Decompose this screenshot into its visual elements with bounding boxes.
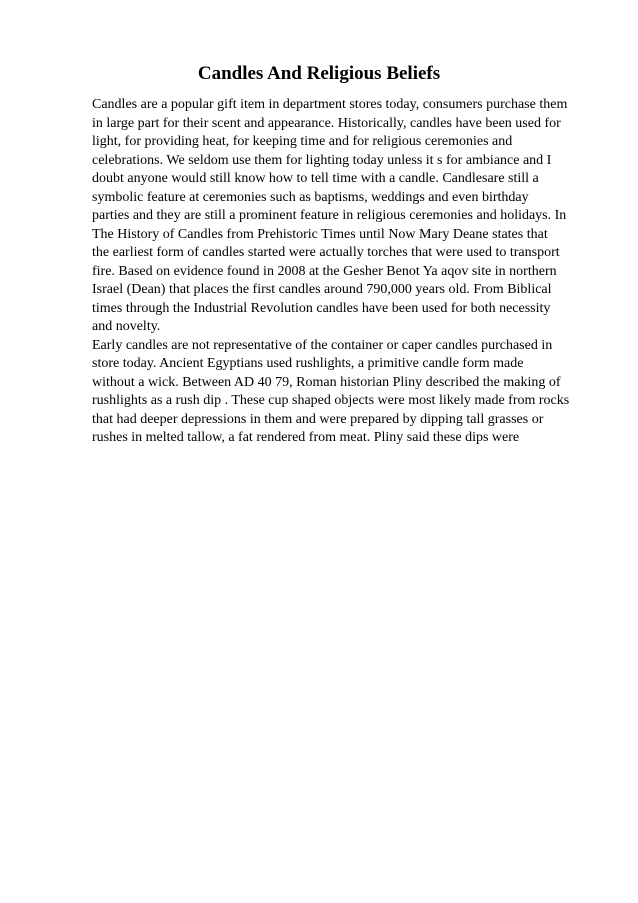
body-text [92, 96, 600, 448]
text-line: celebrations. We seldom use them for lighting today unless it s for ambiance and I [92, 152, 552, 168]
text-line: parties and they are still a prominent feature in religious ceremonies and holidays. In [92, 208, 567, 223]
text-line: light, for providing heat, for keeping time and for religious ceremonies and [92, 134, 513, 149]
page-title: Candles And Religious Beliefs [197, 63, 441, 84]
text-line: doubt anyone would still know how to tell time with a candle. Candlesare still a [92, 171, 539, 186]
text-line: times through the Industrial Revolution candles have been used for both necessity [92, 300, 551, 316]
text-line: and novelty. [92, 319, 161, 334]
text-line: rushes in melted tallow, a fat rendered from meat. Pliny said these dips were [92, 430, 520, 445]
text-line: Early candles are not representative of the container or caper candles purchased in [92, 337, 553, 353]
text-line: Candles are a popular gift item in department stores today, consumers purchase them [92, 97, 568, 112]
text-line: rushlights as a rush dip . These cup shaped objects were most likely made from rocks [92, 393, 570, 408]
text-line: fire. Based on evidence found in 2008 at the Gesher Benot Ya aqov site in northern [92, 263, 557, 279]
text-line: The History of Candles from Prehistoric Times until Now Mary Deane states that [92, 226, 548, 242]
text-line: Israel (Dean) that places the first candles around 790,000 years old. From Biblical [92, 282, 552, 297]
text-line: that had deeper depressions in them and were prepared by dipping tall grasses or [92, 411, 544, 427]
text-line: symbolic feature at ceremonies such as baptisms, weddings and even birthday [92, 189, 529, 205]
text-line: without a wick. Between AD 40 79, Roman historian Pliny described the making of [92, 374, 561, 390]
text-line: the earliest form of candles started were actually torches that were used to transport [92, 245, 560, 260]
text-line: store today. Ancient Egyptians used rushlights, a primitive candle form made [92, 356, 524, 371]
text-line: in large part for their scent and appearance. Historically, candles have been used for [92, 115, 561, 131]
